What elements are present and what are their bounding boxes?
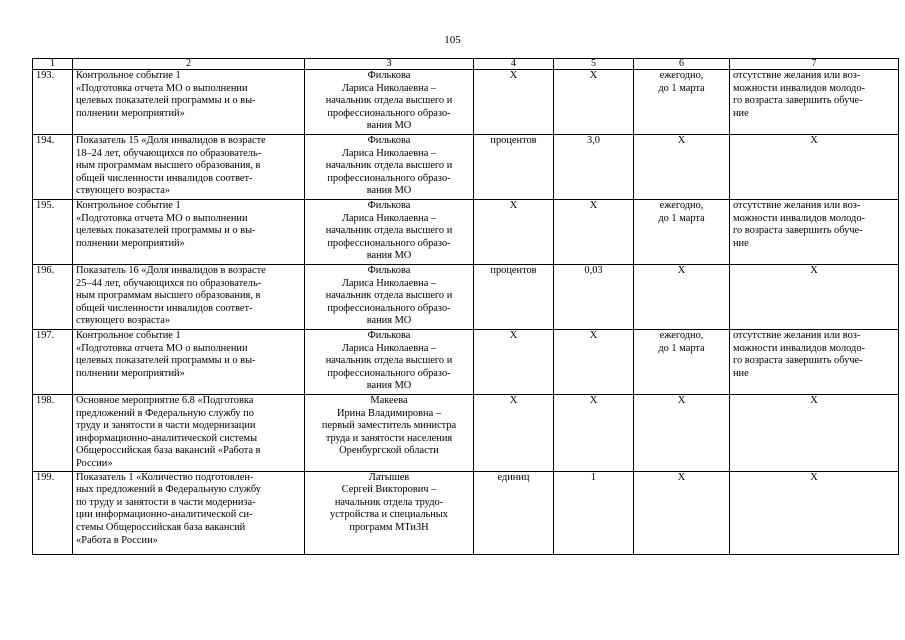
description-line: России» <box>76 457 113 469</box>
description-line: Контрольное событие 1 <box>76 70 181 81</box>
risk-cell <box>730 395 899 472</box>
responsible-line: Лариса Николаевна – <box>341 212 437 224</box>
deadline-line: до 1 марта <box>658 82 705 94</box>
indicators-table <box>32 58 899 555</box>
responsible-line: Филькова <box>367 70 411 81</box>
row-number-cell: 195. <box>33 200 73 265</box>
responsible-person-cell <box>305 395 474 472</box>
description-line: 18–24 лет, обучающихся по образователь- <box>76 147 262 159</box>
description-line: ным программам высшего образования, в <box>76 160 261 172</box>
table-row <box>33 135 899 200</box>
responsible-line: Сергей Викторович – <box>341 484 437 496</box>
responsible-line: Лариса Николаевна – <box>341 147 437 159</box>
deadline-cell <box>634 395 730 472</box>
value-cell: Х <box>554 70 634 135</box>
responsible-line: труда и занятости населения <box>325 432 453 444</box>
deadline-line: Х <box>677 395 686 406</box>
row-number-cell: 194. <box>33 135 73 200</box>
risk-line: можности инвалидов молодо- <box>733 82 865 94</box>
risk-line: ние <box>733 367 749 379</box>
risk-cell <box>730 70 899 135</box>
deadline-line: ежегодно, <box>659 70 704 81</box>
responsible-line: Латышев <box>368 471 410 483</box>
header-col-7: 7 <box>730 59 899 70</box>
table-row <box>33 200 899 265</box>
table-row <box>33 471 899 554</box>
risk-line: го возраста завершить обуче- <box>733 355 863 367</box>
responsible-person-cell <box>305 265 474 330</box>
deadline-line: Х <box>677 265 686 276</box>
responsible-line: Филькова <box>367 200 411 211</box>
responsible-line: вания МО <box>366 120 412 132</box>
responsible-line: Филькова <box>367 330 411 341</box>
header-col-1: 1 <box>33 59 73 70</box>
risk-line: ние <box>733 107 749 119</box>
responsible-line: Лариса Николаевна – <box>341 342 437 354</box>
header-row <box>33 59 899 70</box>
risk-cell <box>730 471 899 554</box>
risk-line: можности инвалидов молодо- <box>733 212 865 224</box>
risk-cell <box>730 200 899 265</box>
deadline-cell <box>634 70 730 135</box>
responsible-line: профессионального образо- <box>327 237 451 249</box>
header-col-6: 6 <box>634 59 730 70</box>
description-line: полнении мероприятий» <box>76 367 185 379</box>
description-line: целевых показателей программы и о вы- <box>76 95 256 107</box>
table-row <box>33 265 899 330</box>
description-line: полнении мероприятий» <box>76 237 185 249</box>
header-col-4: 4 <box>474 59 554 70</box>
deadline-cell <box>634 265 730 330</box>
responsible-line: Филькова <box>367 135 411 146</box>
description-line: Общероссийская база вакансий «Работа в <box>76 445 261 457</box>
deadline-cell <box>634 471 730 554</box>
description-line: Показатель 15 «Доля инвалидов в возрасте <box>76 135 266 146</box>
deadline-cell <box>634 330 730 395</box>
risk-line: отсутствие желания или воз- <box>733 200 861 211</box>
responsible-person-cell <box>305 70 474 135</box>
item-description-cell <box>73 471 305 554</box>
deadline-cell <box>634 200 730 265</box>
responsible-line: начальник отдела высшего и <box>325 225 453 237</box>
responsible-line: Филькова <box>367 265 411 276</box>
risk-cell <box>730 265 899 330</box>
table-row <box>33 395 899 472</box>
description-line: труду и занятости в части модернизации <box>76 420 256 432</box>
deadline-line: ежегодно, <box>659 330 704 341</box>
responsible-person-cell <box>305 330 474 395</box>
responsible-person-cell <box>305 135 474 200</box>
row-number-cell: 199. <box>33 471 73 554</box>
responsible-line: начальник отдела высшего и <box>325 95 453 107</box>
risk-line: Х <box>810 265 818 276</box>
description-line: Основное мероприятие 6.8 «Подготовка <box>76 395 254 406</box>
responsible-line: Лариса Николаевна – <box>341 82 437 94</box>
description-line: общей численности инвалидов соответ- <box>76 302 253 314</box>
unit-cell: процентов <box>474 265 554 330</box>
row-number-cell: 196. <box>33 265 73 330</box>
description-line: целевых показателей программы и о вы- <box>76 225 256 237</box>
page-number: 105 <box>444 34 461 46</box>
unit-cell: Х <box>474 200 554 265</box>
table-row <box>33 330 899 395</box>
unit-cell: процентов <box>474 135 554 200</box>
header-col-3: 3 <box>305 59 474 70</box>
description-line: Показатель 1 «Количество подготовлен- <box>76 471 254 483</box>
risk-line: можности инвалидов молодо- <box>733 342 865 354</box>
row-number-cell: 198. <box>33 395 73 472</box>
risk-line: го возраста завершить обуче- <box>733 95 863 107</box>
item-description-cell <box>73 330 305 395</box>
description-line: «Работа в России» <box>76 534 158 546</box>
responsible-line: начальник отдела высшего и <box>325 160 453 172</box>
description-line: Показатель 16 «Доля инвалидов в возрасте <box>76 265 266 276</box>
description-line: Контрольное событие 1 <box>76 200 181 211</box>
deadline-line: Х <box>677 135 686 146</box>
responsible-line: начальник отдела высшего и <box>325 355 453 367</box>
value-cell: Х <box>554 395 634 472</box>
responsible-line: устройства и специальных <box>330 509 448 521</box>
row-number-cell: 197. <box>33 330 73 395</box>
value-cell: 1 <box>554 471 634 554</box>
responsible-person-cell <box>305 471 474 554</box>
responsible-line: Макеева <box>370 395 408 406</box>
risk-line: Х <box>810 135 818 146</box>
responsible-line: вания МО <box>366 250 412 262</box>
description-line: предложений в Федеральную службу по <box>76 407 254 419</box>
responsible-line: профессионального образо- <box>327 172 451 184</box>
unit-cell: единиц <box>474 471 554 554</box>
table-row <box>33 70 899 135</box>
deadline-line: Х <box>677 471 686 483</box>
item-description-cell <box>73 395 305 472</box>
item-description-cell <box>73 70 305 135</box>
description-line: ным программам высшего образования, в <box>76 290 261 302</box>
responsible-line: вания МО <box>366 380 412 392</box>
unit-cell: Х <box>474 70 554 135</box>
description-line: 25–44 лет, обучающихся по образователь- <box>76 277 262 289</box>
responsible-person-cell <box>305 200 474 265</box>
risk-line: го возраста завершить обуче- <box>733 225 863 237</box>
description-line: стемы Общероссийская база вакансий <box>76 521 246 533</box>
risk-line: Х <box>810 395 818 406</box>
deadline-line: до 1 марта <box>658 212 705 224</box>
description-line: полнении мероприятий» <box>76 107 185 119</box>
description-line: ствующего возраста» <box>76 185 171 197</box>
risk-line: ние <box>733 237 749 249</box>
deadline-line: ежегодно, <box>659 200 704 211</box>
responsible-line: вания МО <box>366 315 412 327</box>
table-body <box>33 70 899 555</box>
description-line: «Подготовка отчета МО о выполнении <box>76 212 248 224</box>
description-line: информационно-аналитической системы <box>76 432 258 444</box>
row-number-cell: 193. <box>33 70 73 135</box>
responsible-line: Оренбургской области <box>339 445 439 457</box>
value-cell: 0,03 <box>554 265 634 330</box>
responsible-line: профессионального образо- <box>327 302 451 314</box>
risk-line: Х <box>810 471 818 483</box>
unit-cell: Х <box>474 395 554 472</box>
description-line: «Подготовка отчета МО о выполнении <box>76 82 248 94</box>
description-line: по труду и занятости в части модерниза- <box>76 496 256 508</box>
description-line: ции информационно-аналитической си- <box>76 509 253 521</box>
responsible-line: вания МО <box>366 185 412 197</box>
responsible-line: профессионального образо- <box>327 107 451 119</box>
item-description-cell <box>73 200 305 265</box>
risk-cell <box>730 135 899 200</box>
responsible-line: программ МТиЗН <box>349 521 429 533</box>
header-col-2: 2 <box>73 59 305 70</box>
responsible-line: Лариса Николаевна – <box>341 277 437 289</box>
deadline-cell <box>634 135 730 200</box>
item-description-cell <box>73 265 305 330</box>
value-cell: 3,0 <box>554 135 634 200</box>
responsible-line: профессионального образо- <box>327 367 451 379</box>
description-line: ствующего возраста» <box>76 315 171 327</box>
description-line: Контрольное событие 1 <box>76 330 181 341</box>
item-description-cell <box>73 135 305 200</box>
header-col-5: 5 <box>554 59 634 70</box>
description-line: «Подготовка отчета МО о выполнении <box>76 342 248 354</box>
deadline-line: до 1 марта <box>658 342 705 354</box>
responsible-line: начальник отдела высшего и <box>325 290 453 302</box>
responsible-line: первый заместитель министра <box>321 420 457 432</box>
value-cell: Х <box>554 200 634 265</box>
responsible-line: Ирина Владимировна – <box>336 407 441 419</box>
description-line: общей численности инвалидов соответ- <box>76 172 253 184</box>
description-line: целевых показателей программы и о вы- <box>76 355 256 367</box>
description-line: ных предложений в Федеральную службу <box>76 484 261 496</box>
value-cell: Х <box>554 330 634 395</box>
responsible-line: начальник отдела трудо- <box>334 496 444 508</box>
risk-cell <box>730 330 899 395</box>
risk-line: отсутствие желания или воз- <box>733 330 861 341</box>
risk-line: отсутствие желания или воз- <box>733 70 861 81</box>
unit-cell: Х <box>474 330 554 395</box>
